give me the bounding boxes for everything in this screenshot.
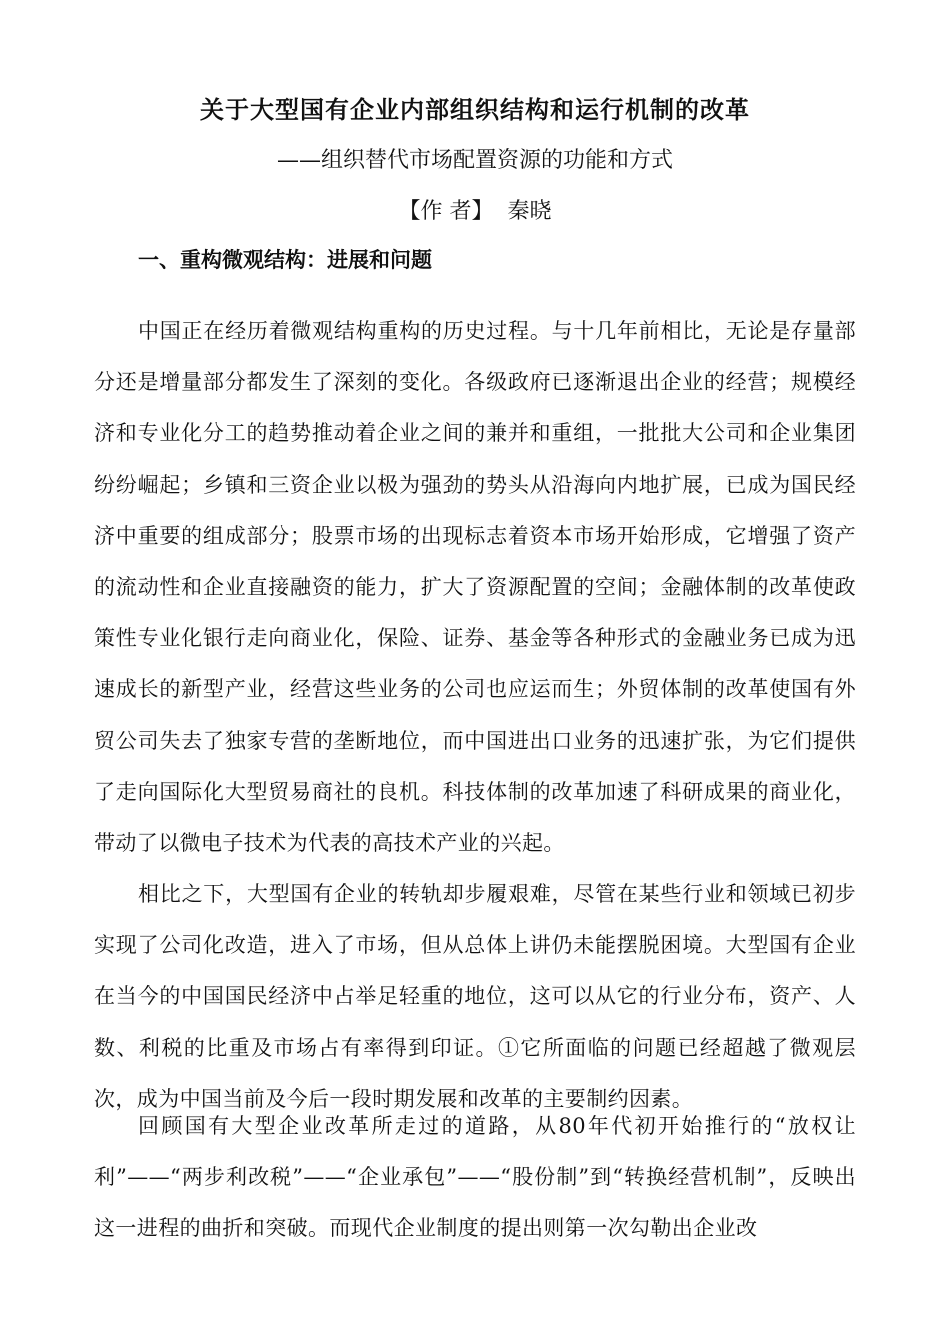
section-heading: 一、重构微观结构：进展和问题 [138,247,432,272]
document-subtitle: ——组织替代市场配置资源的功能和方式 [276,148,673,173]
author-label: 【作 者】 [398,199,494,224]
body-paragraph-3: 回顾国有大型企业改革所走过的道路，从80年代初开始推行的“放权让利”——“两步利改税”——“企业承包”——“股份制”到“转换经营机制”，反映出这一进程的曲折和突破。而现代企业制度的提出则第一次勾勒出企业改 [94,1114,856,1241]
author-name: 秦晓 [507,199,552,224]
body-paragraph-2: 相比之下，大型国有企业的转轨却步履艰难，尽管在某些行业和领域已初步实现了公司化改造，进入了市场，但从总体上讲仍未能摆脱困境。大型国有企业在当今的中国国民经济中占举足轻重的地位，这可以从它的行业分布，资产、人数、利税的比重及市场占有率得到印证。①它所面临的问题已经超越了微观层次，成为中国当前及今后一段时期发展和改革的主要制约因素。 [94,882,856,1111]
document-title: 关于大型国有企业内部组织结构和运行机制的改革 [200,96,750,124]
body-paragraph-1: 中国正在经历着微观结构重构的历史过程。与十几年前相比，无论是存量部分还是增量部分都发生了深刻的变化。各级政府已逐渐退出企业的经营；规模经济和专业化分工的趋势推动着企业之间的兼并和重组，一批批大公司和企业集团纷纷崛起；乡镇和三资企业以极为强劲的势头从沿海向内地扩展，已成为国民经济中重要的组成部分；股票市场的出现标志着资本市场开始形成，它增强了资产的流动性和企业直接融资的能力，扩大了资源配置的空间；金融体制的改革使政策性专业化银行走向商业化，保险、证券、基金等各种形式的金融业务已成为迅速成长的新型产业，经营这些业务的公司也应运而生；外贸体制的改革使国有外贸公司失去了独家专营的垄断地位，而中国进出口业务的迅速扩张，为它们提供了走向国际化大型贸易商社的良机。科技体制的改革加速了科研成果的商业化，带动了以微电子技术为代表的高技术产业的兴起。 [94,319,856,856]
author-line [0,197,950,227]
